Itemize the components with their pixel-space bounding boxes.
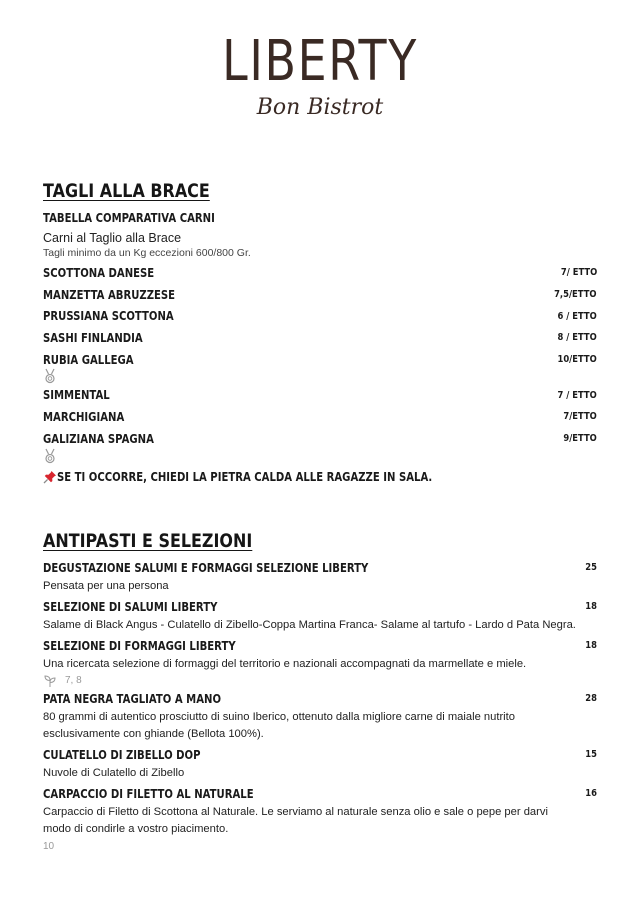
logo [0,29,640,120]
tip-text: SE TI OCCORRE, CHIEDI LA PIETRA CALDA ALLE RAGAZZE IN SALA. [57,469,433,484]
item-description: 80 grammi di autentico prosciutto di suino Iberico, ottenuto dalla migliore carne di maiale nutrito esclusivamente con ghiande (Bellota 100%). [43,710,515,740]
item-name: MANZETTA ABRUZZESE [43,287,176,302]
item-name: RUBIA GALLEGA [43,352,134,367]
menu-content [43,178,597,854]
menu-item [43,558,597,578]
section-title: ANTIPASTI E SELEZIONI [43,529,253,552]
item-name: SCOTTONA DANESE [43,265,155,280]
item-price: 9/ETTO [563,433,597,445]
menu-item [43,784,597,804]
item-price: 8 / ETTO [557,332,597,344]
item-price: 6 / ETTO [557,310,597,322]
menu-item [43,689,597,709]
item-name: SASHI FINLANDIA [43,330,143,345]
item-price: 7,5/ETTO [554,289,597,301]
allergen-info [43,673,597,689]
menu-item [43,327,597,349]
item-name: GALIZIANA SPAGNA [43,431,154,446]
section-antipasti [43,528,597,854]
section-subheading: TABELLA COMPARATIVA CARNI [43,211,215,225]
item-price: 28 [585,693,597,704]
item-name: MARCHIGIANA [43,409,125,424]
section-title: TAGLI ALLA BRACE [43,180,210,202]
item-name: DEGUSTAZIONE SALUMI E FORMAGGI SELEZIONE LIBERTY [43,560,369,575]
intro-note: Tagli minimo da un Kg eccezioni 600/800 Gr. [43,247,251,259]
item-name: SELEZIONE DI SALUMI LIBERTY [43,599,218,614]
item-description: Salame di Black Angus - Culatello di Zibello-Coppa Martina Franca- Salame al tartufo - Lardo d Pata Negra. [43,618,576,631]
item-name: CULATELLO DI ZIBELLO DOP [43,747,201,762]
menu-item [43,284,597,306]
item-description: Pensata per una persona [43,579,169,592]
menu-item [43,745,597,765]
item-price: 18 [585,640,597,651]
sprout-icon [43,674,57,688]
item-price: 18 [585,601,597,612]
section-brace [43,178,597,488]
item-name: CARPACCIO DI FILETTO AL NATURALE [43,786,254,801]
logo-wordmark: LIBERTY [222,29,418,94]
medal-icon [43,368,57,384]
item-name: SELEZIONE DI FORMAGGI LIBERTY [43,638,236,653]
menu-item [43,428,597,450]
menu-item [43,597,597,617]
hot-stone-tip [43,466,597,488]
item-name: PATA NEGRA TAGLIATO A MANO [43,691,222,706]
allergen-codes: 7, 8 [65,675,82,686]
menu-item [43,349,597,371]
item-description: Carpaccio di Filetto di Scottona al Naturale. Le serviamo al naturale senza olio e sale o pepe per darvi modo di condirle a vostro piacimento. [43,805,548,835]
item-price: 10/ETTO [557,354,597,366]
item-name: PRUSSIANA SCOTTONA [43,309,174,324]
item-description: Una ricercata selezione di formaggi del territorio e nazionali accompagnati da marmellate e miele. [43,657,527,670]
item-price: 7/ETTO [563,411,597,423]
menu-item [43,262,597,284]
item-name: SIMMENTAL [43,388,110,403]
pushpin-icon [43,470,57,484]
item-price: 15 [585,749,597,760]
medal-icon [43,448,57,464]
item-price: 16 [585,788,597,799]
intro-title: Carni al Taglio alla Brace [43,231,182,245]
menu-item [43,636,597,656]
item-price: 7 / ETTO [557,389,597,401]
item-price: 25 [585,562,597,573]
allergen-codes: 10 [43,840,55,852]
menu-item [43,406,597,428]
menu-item [43,305,597,327]
menu-item [43,384,597,406]
item-description: Nuvole di Culatello di Zibello [43,766,185,779]
item-price: 7/ ETTO [560,267,597,279]
logo-tagline: Bon Bistrot [256,95,384,120]
